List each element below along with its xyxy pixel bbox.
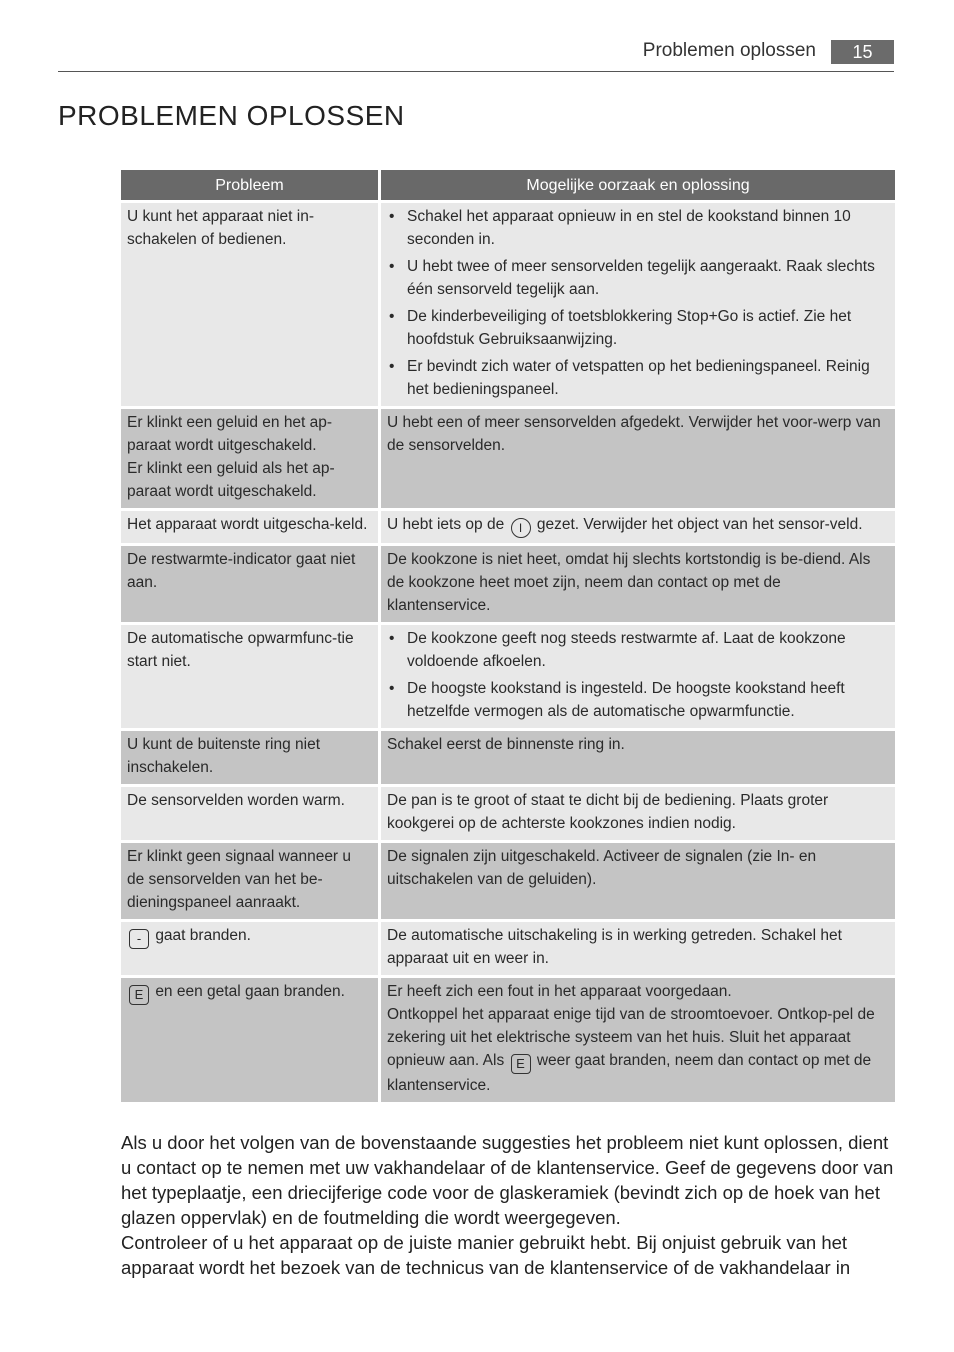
table-row	[121, 203, 895, 406]
problem-cell	[121, 409, 381, 508]
cause-list	[387, 627, 887, 723]
problem-text: Er klinkt een geluid en het ap-paraat wordt uitgeschakeld.	[127, 414, 333, 454]
table-row	[121, 978, 895, 1102]
page-number: 15	[831, 40, 894, 64]
solution-cell	[381, 511, 895, 543]
table-row	[121, 787, 895, 840]
solution-cell: De signalen zijn uitgeschakeld. Activeer de signalen (zie In- en uitschakelen van de geluiden).	[381, 843, 895, 919]
solution-text-part: weer gaat branden, neem dan contact op met de klantenservice.	[387, 1052, 872, 1094]
problem-cell	[121, 978, 381, 1102]
solution-cell: Schakel eerst de binnenste ring in.	[381, 731, 895, 784]
solution-cell: U hebt een of meer sensorvelden afgedekt. Verwijder het voor-werp van de sensorvelden.	[381, 409, 895, 508]
column-header-problem: Probleem	[121, 170, 381, 200]
solution-cell: De kookzone is niet heet, omdat hij slechts kortstondig is be-diend. Als de kookzone heet moet zijn, neem dan contact op met de klantenservice.	[381, 546, 895, 622]
cause-item: • Er bevindt zich water of vetspatten op het bedieningspaneel. Reinig het bedieningspaneel.	[387, 355, 887, 401]
problem-cell: U kunt de buitenste ring niet inschakelen.	[121, 731, 381, 784]
troubleshooting-table	[121, 167, 895, 1105]
solution-text	[387, 1003, 887, 1097]
problem-cell: Er klinkt geen signaal wanneer u de sensorvelden van het be-dieningspaneel aanraakt.	[121, 843, 381, 919]
problem-cell: De automatische opwarmfunc-tie start niet.	[121, 625, 381, 728]
cause-item: • De kinderbeveiliging of toetsblokkering Stop+Go is actief. Zie het hoofdstuk Gebruiksaanwijzing.	[387, 305, 887, 351]
table-row	[121, 409, 895, 508]
cause-item: • Schakel het apparaat opnieuw in en stel de kookstand binnen 10 seconden in.	[387, 205, 887, 251]
problem-text: en een getal gaan branden.	[155, 983, 345, 1000]
solution-cell	[381, 978, 895, 1102]
error-e-symbol-icon: E	[511, 1054, 531, 1074]
solution-text: gezet. Verwijder het object van het sensor-veld.	[536, 516, 863, 533]
solution-text: U hebt iets op de	[387, 516, 505, 533]
cause-item: • De kookzone geeft nog steeds restwarmte af. Laat de kookzone voldoende afkoelen.	[387, 627, 887, 673]
solution-text-part: Ontkoppel het apparaat enige tijd van de stroomtoevoer. Ontkop-pel de zekering uit het elektrische systeem van het huis. Sluit het apparaat opnieuw aan. Als	[387, 1006, 875, 1069]
problem-text: gaat branden.	[155, 927, 251, 944]
solution-cell: De pan is te groot of staat te dicht bij de bediening. Plaats groter kookgerei op de achterste kookzones indien nodig.	[381, 787, 895, 840]
problem-cell: De sensorvelden worden warm.	[121, 787, 381, 840]
cause-list	[387, 205, 887, 401]
error-e-symbol-icon: E	[129, 985, 149, 1005]
onoff-symbol-icon: I	[511, 518, 531, 538]
dash-symbol-icon: -	[129, 929, 149, 949]
problem-cell	[121, 922, 381, 975]
closing-text	[121, 1130, 896, 1280]
solution-cell: De automatische uitschakeling is in werking getreden. Schakel het apparaat uit en weer in.	[381, 922, 895, 975]
cause-item: • De hoogste kookstand is ingesteld. De hoogste kookstand heeft hetzelfde vermogen als de automatische opwarmfunctie.	[387, 677, 887, 723]
page-title: PROBLEMEN OPLOSSEN	[58, 100, 405, 131]
table-row	[121, 922, 895, 975]
column-header-solution: Mogelijke oorzaak en oplossing	[381, 170, 895, 200]
table-row	[121, 625, 895, 728]
solution-cell	[381, 203, 895, 406]
problem-cell: Het apparaat wordt uitgescha-keld.	[121, 511, 381, 543]
table-row	[121, 731, 895, 784]
solution-text: Er heeft zich een fout in het apparaat voorgedaan.	[387, 983, 732, 1000]
closing-paragraph: Als u door het volgen van de bovenstaande suggesties het probleem niet kunt oplossen, dient u contact op te nemen met uw vakhandelaar of de klantenservice. Geef de gegevens door van het typeplaatje, een driecijferige code voor de glaskeramiek (bevindt zich op de hoek van het glazen oppervlak) en de foutmelding die wordt weergegeven.	[121, 1132, 894, 1228]
problem-cell: U kunt het apparaat niet in-schakelen of bedienen.	[121, 203, 381, 406]
running-title: Problemen oplossen	[642, 40, 816, 61]
table-header-row	[121, 170, 895, 200]
problem-text: Er klinkt een geluid als het ap-paraat wordt uitgeschakeld.	[127, 460, 335, 500]
table-row	[121, 843, 895, 919]
solution-cell	[381, 625, 895, 728]
table-row	[121, 546, 895, 622]
problem-cell: De restwarmte-indicator gaat niet aan.	[121, 546, 381, 622]
closing-paragraph: Controleer of u het apparaat op de juiste manier gebruikt hebt. Bij onjuist gebruik van het apparaat wordt het bezoek van de technicus van de klantenservice of de vakhandelaar in	[121, 1232, 851, 1278]
cause-item: • U hebt twee of meer sensorvelden tegelijk aangeraakt. Raak slechts één sensorveld tegelijk aan.	[387, 255, 887, 301]
running-header	[58, 38, 894, 72]
table-row	[121, 511, 895, 543]
